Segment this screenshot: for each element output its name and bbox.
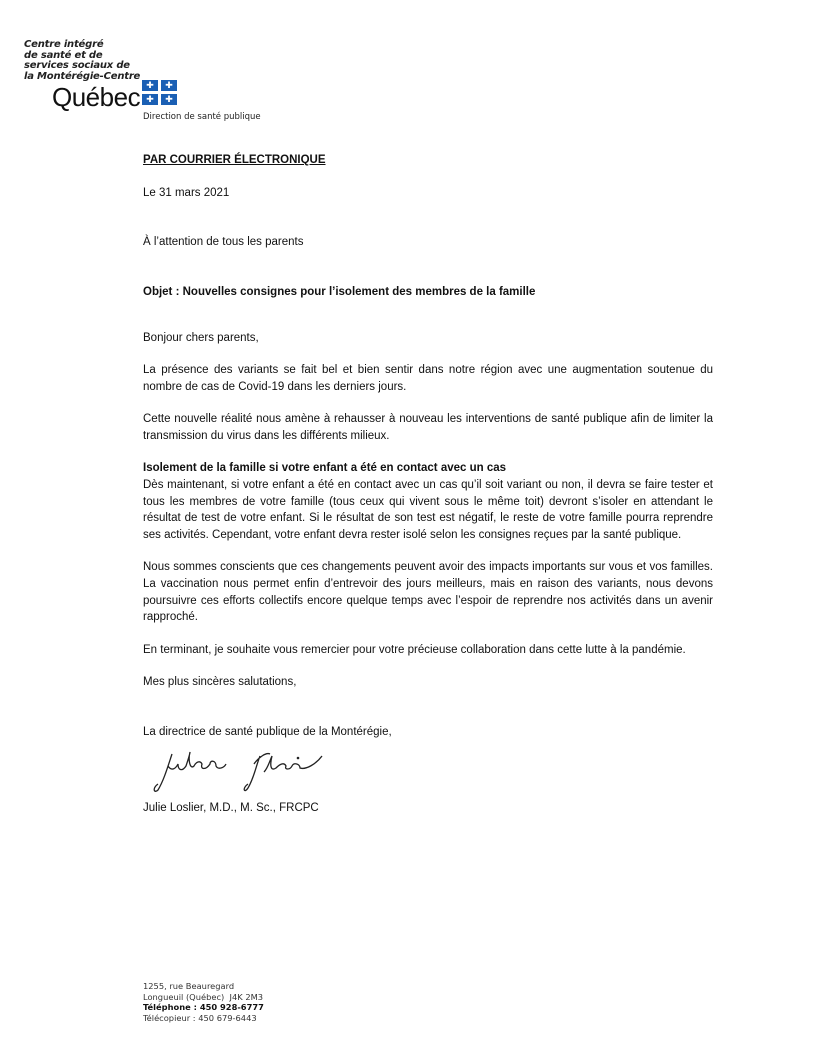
fleur-de-lis-icon: ✚ — [142, 80, 158, 91]
subject: Objet : Nouvelles consignes pour l’isolement des membres de la famille — [143, 285, 536, 298]
greeting: Bonjour chers parents, — [143, 332, 259, 345]
org-line: Centre intégré — [24, 39, 104, 50]
city-postal: Longueuil (Québec) J4K 2M3 — [143, 991, 264, 1002]
section-heading: Isolement de la famille si votre enfant a été en contact avec un cas — [143, 462, 507, 475]
recipient: À l’attention de tous les parents — [143, 236, 304, 249]
phone-number: Téléphone : 450 928-6777 — [143, 1002, 264, 1013]
fleur-de-lis-icon: ✚ — [161, 80, 177, 91]
signer-title: La directrice de santé publique de la Montérégie, — [143, 725, 392, 738]
quebec-wordmark: Québec — [52, 82, 141, 112]
fleur-de-lis-flag-icon — [142, 80, 178, 105]
paragraph: En terminant, je souhaite vous remercier pour votre précieuse collaboration dans cette lutte à la pandémie. — [143, 643, 686, 656]
signature — [150, 746, 325, 796]
street-address: 1255, rue Beauregard — [143, 981, 235, 991]
letter-body — [143, 152, 713, 817]
paragraph: Cette nouvelle réalité nous amène à rehausser à nouveau les interventions de santé publique afin de limiter la transmission du virus dans les différents milieux. — [143, 413, 713, 442]
letter-date: Le 31 mars 2021 — [143, 186, 230, 199]
org-line: la Montérégie-Centre — [24, 70, 141, 82]
fax-number: Télécopieur : 450 679-6443 — [143, 1012, 257, 1023]
department-name: Direction de santé publique — [143, 112, 261, 122]
organization-name — [24, 40, 140, 82]
closing: Mes plus sincères salutations, — [143, 676, 297, 689]
paragraph: Nous sommes conscients que ces changements peuvent avoir des impacts importants sur vous et vos familles. La vaccination nous permet enfin d’entrevoir des jours meilleurs, mais en raison des variants, nous devons poursuivre ces efforts collectifs encore quelque temps avec l’espoir de reprendre nos activités dans un avenir rapproché. — [143, 561, 713, 624]
org-line: de santé et de — [24, 49, 103, 61]
paragraph: La présence des variants se fait bel et bien sentir dans notre région avec une augmentation soutenue du nombre de cas de Covid-19 dans les derniers jours. — [143, 363, 713, 393]
fleur-de-lis-icon: ✚ — [142, 94, 158, 105]
delivery-method: PAR COURRIER ÉLECTRONIQUE — [143, 154, 326, 166]
footer-address — [143, 981, 264, 1023]
fleur-de-lis-icon: ✚ — [161, 94, 177, 105]
paragraph: Dès maintenant, si votre enfant a été en contact avec un cas qu’il soit variant ou non, il devra se faire tester et tous les membres de votre famille (tous ceux qui vivent sous le même toit) devront s’isoler en attendant le résultat de test de votre enfant. Si le résultat de son test est négatif, le reste de votre famille pourra reprendre ses activités. Cependant, votre enfant devra rester isolé selon les consignes reçues par la santé publique. — [143, 478, 713, 541]
signer-name: Julie Loslier, M.D., M. Sc., FRCPC — [143, 802, 319, 815]
org-line: services sociaux de — [24, 60, 130, 71]
